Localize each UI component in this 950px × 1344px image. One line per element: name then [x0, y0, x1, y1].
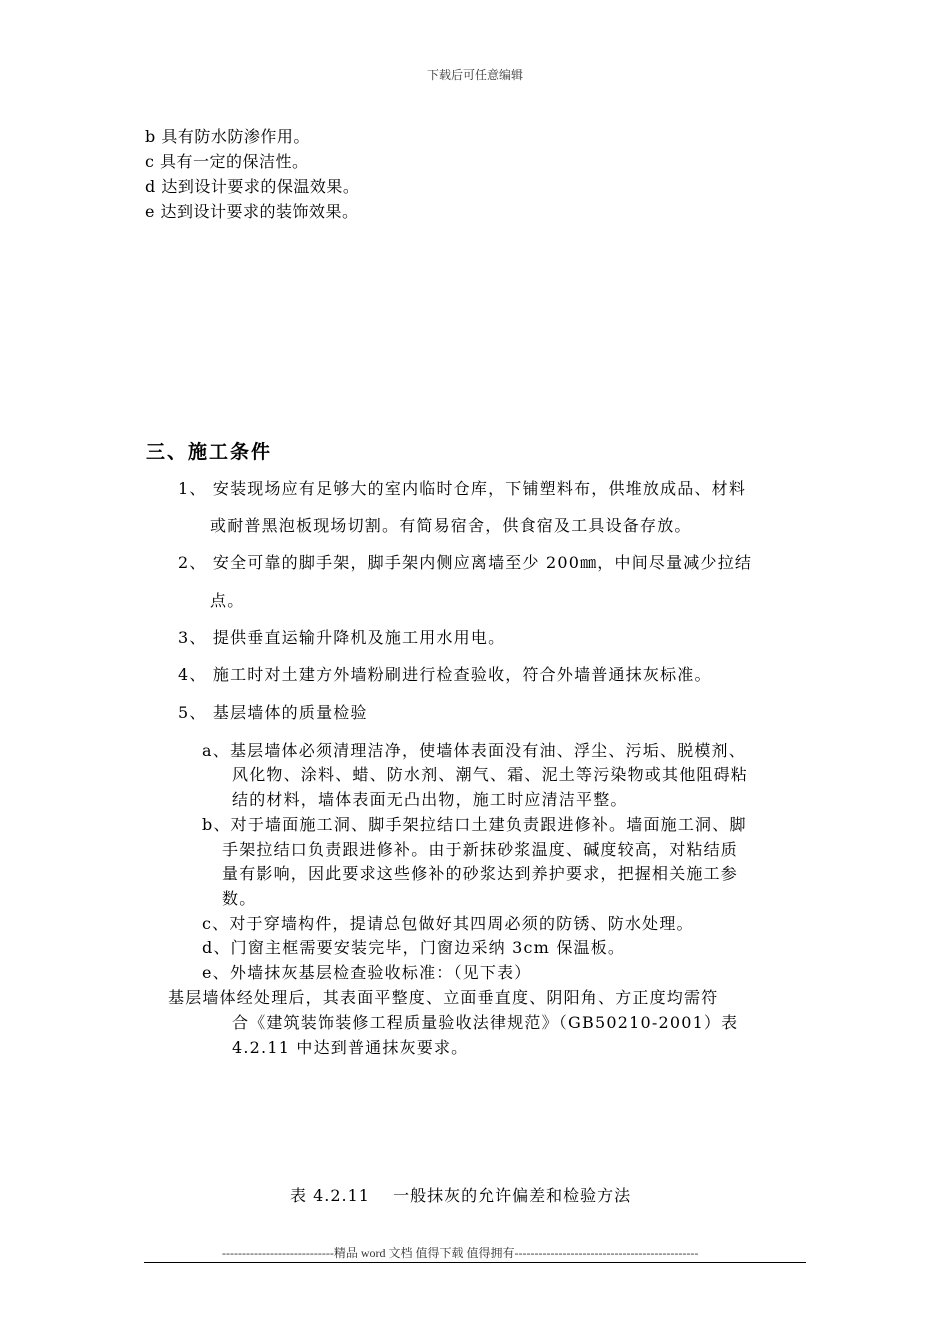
page-header: 下载后可任意编辑 [426, 68, 523, 82]
sub-item-a-line2: 风化物、涂料、蜡、防水剂、潮气、霜、泥土等污染物或其他阻碍粘 [232, 765, 749, 784]
condition-1-line2: 或耐普黑泡板现场切割。有简易宿舍，供食宿及工具设备存放。 [210, 516, 692, 535]
sub-item-c: c、对于穿墙构件，提请总包做好其四周必须的防锈、防水处理。 [202, 914, 694, 933]
section-title: 三、施工条件 [146, 441, 273, 463]
sub-item-b-line2: 手架拉结口负责跟进修补。由于新抹砂浆温度、碱度较高，对粘结质 [222, 840, 739, 859]
sub-item-a-line1: a、基层墙体必须清理洁净，使墙体表面没有油、浮尘、污垢、脱模剂、 [202, 741, 746, 760]
condition-5: 5、 基层墙体的质量检验 [178, 703, 368, 722]
condition-2-line1: 2、 安全可靠的脚手架，脚手架内侧应离墙至少 200㎜，中间尽量减少拉结 [178, 553, 753, 572]
summary-line1: 基层墙体经处理后，其表面平整度、立面垂直度、阴阳角、方正度均需符 [168, 988, 719, 1007]
sub-item-d: d、门窗主框需要安装完毕，门窗边采纳 3cm 保温板。 [202, 938, 626, 957]
condition-4: 4、 施工时对土建方外墙粉刷进行检查验收，符合外墙普通抹灰标准。 [178, 665, 712, 684]
sub-item-e: e、外墙抹灰基层检查验收标准：（见下表） [202, 963, 532, 982]
summary-line2: 合《建筑装饰装修工程质量验收法律规范》（GB50210-2001）表 [232, 1013, 739, 1032]
sub-item-a-line3: 结的材料，墙体表面无凸出物，施工时应清洁平整。 [232, 790, 628, 809]
condition-1-line1: 1、 安装现场应有足够大的室内临时仓库，下铺塑料布，供堆放成品、材料 [178, 479, 747, 498]
sub-item-b-line3: 量有影响，因此要求这些修补的砂浆达到养护要求，把握相关施工参 [222, 864, 739, 883]
condition-3: 3、 提供垂直运输升降机及施工用水用电。 [178, 628, 506, 647]
summary-line3: 4.2.11 中达到普通抹灰要求。 [232, 1038, 469, 1057]
intro-item-e: e 达到设计要求的装饰效果。 [145, 202, 359, 221]
condition-2-line2: 点。 [210, 591, 245, 610]
table-caption: 表 4.2.11 一般抹灰的允许偏差和检验方法 [290, 1186, 632, 1205]
intro-item-b: b 具有防水防渗作用。 [145, 127, 310, 146]
sub-item-b-line4: 数。 [222, 889, 257, 908]
footer-divider [144, 1262, 806, 1263]
page-footer: ----------------------------精品 word 文档 值得下载 值得拥有---------------------------------------------- [222, 1246, 699, 1260]
intro-item-c: c 具有一定的保洁性。 [145, 152, 309, 171]
intro-item-d: d 达到设计要求的保温效果。 [145, 177, 360, 196]
sub-item-b-line1: b、对于墙面施工洞、脚手架拉结口土建负责跟进修补。墙面施工洞、脚 [202, 815, 747, 834]
